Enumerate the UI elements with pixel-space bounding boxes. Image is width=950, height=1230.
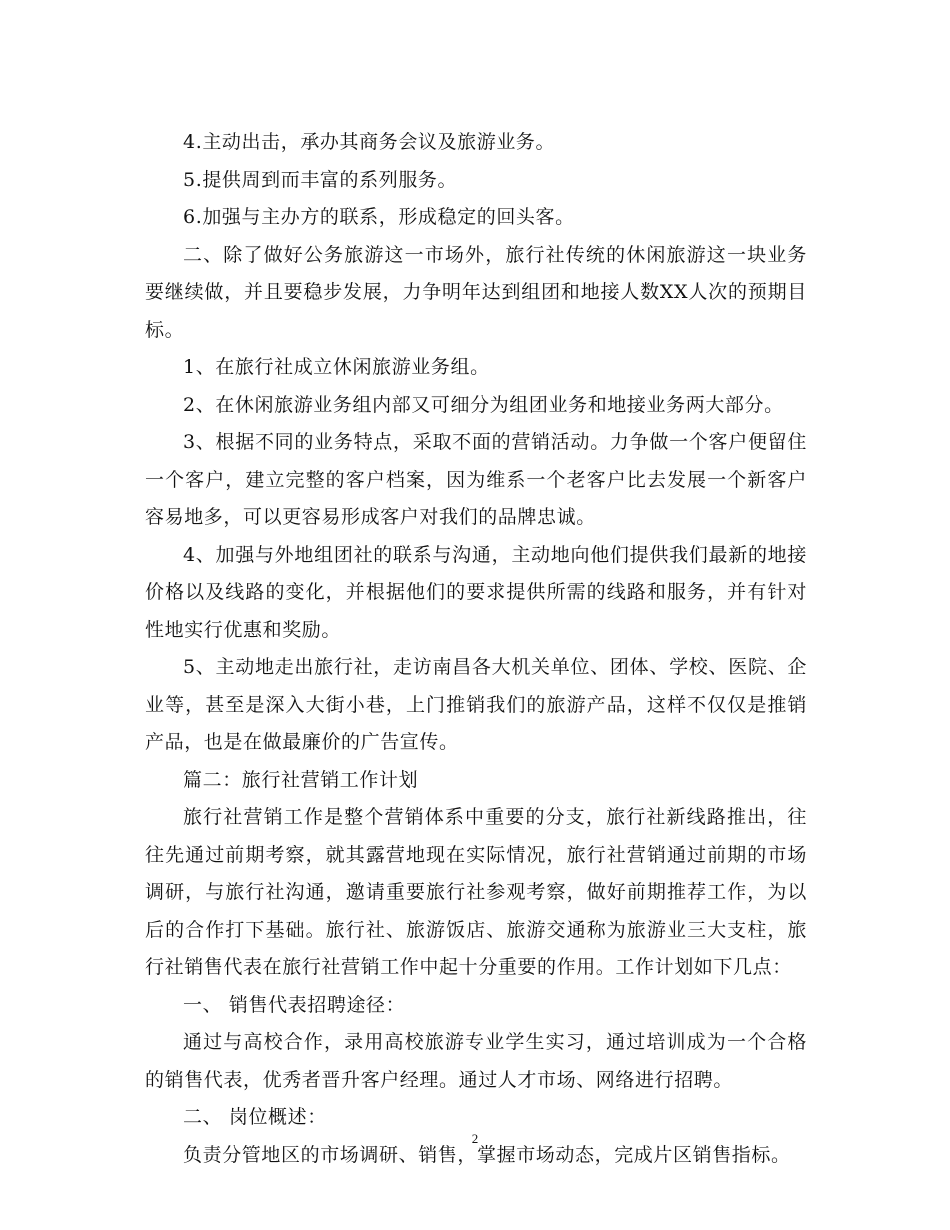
paragraph-point-5: 5、主动地走出旅行社，走访南昌各大机关单位、团体、学校、医院、企业等，甚至是深入大街小巷，上门推销我们的旅游产品，这样不仅仅是推销产品，也是在做最廉价的广告宣传。 <box>145 656 807 753</box>
paragraph-point-1: 1、在旅行社成立休闲旅游业务组。 <box>183 356 490 378</box>
page-number: 2 <box>471 1131 479 1146</box>
paragraph-intro: 旅行社营销工作是整个营销体系中重要的分支，旅行社新线路推出，往往先通过前期考察，就其露营地现在实际情况，旅行社营销通过前期的市场调研，与旅行社沟通，邀请重要旅行社参观考察，做好前期推荐工作，为以后的合作打下基础。旅行社、旅游饭店、旅游交通称为旅游业三大支柱，旅行社销售代表在旅行社营销工作中起十分重要的作用。工作计划如下几点： <box>145 806 807 978</box>
document-body <box>145 124 807 1174</box>
paragraph-point-2: 2、在休闲旅游业务组内部又可细分为组团业务和地接业务两大部分。 <box>183 393 784 416</box>
subheading-recruitment: 一、 销售代表招聘途径： <box>183 993 406 1016</box>
paragraph-item-6: 6.加强与主办方的联系，形成稳定的回头客。 <box>183 206 575 228</box>
paragraph-section-two: 二、除了做好公务旅游这一市场外，旅行社传统的休闲旅游这一块业务要继续做，并且要稳步发展，力争明年达到组团和地接人数XX人次的预期目标。 <box>145 243 807 341</box>
paragraph-position: 负责分管地区的市场调研、销售，掌握市场动态，完成片区销售指标。 <box>183 1143 791 1166</box>
paragraph-recruitment: 通过与高校合作，录用高校旅游专业学生实习，通过培训成为一个合格的销售代表，优秀者晋升客户经理。通过人才市场、网络进行招聘。 <box>145 1031 807 1091</box>
subheading-position: 二、 岗位概述： <box>183 1106 327 1128</box>
paragraph-point-3: 3、根据不同的业务特点，采取不面的营销活动。力争做一个客户便留住一个客户，建立完整的客户档案，因为维系一个老客户比去发展一个新客户容易地多，可以更容易形成客户对我们的品牌忠诚。 <box>145 431 807 528</box>
paragraph-item-4: 4.主动出击，承办其商务会议及旅游业务。 <box>183 131 556 153</box>
chapter-heading: 篇二：旅行社营销工作计划 <box>183 768 419 791</box>
paragraph-point-4: 4、加强与外地组团社的联系与沟通，主动地向他们提供我们最新的地接价格以及线路的变化，并根据他们的要求提供所需的线路和服务，并有针对性地实行优惠和奖励。 <box>145 543 807 641</box>
paragraph-item-5: 5.提供周到而丰富的系列服务。 <box>183 168 458 191</box>
